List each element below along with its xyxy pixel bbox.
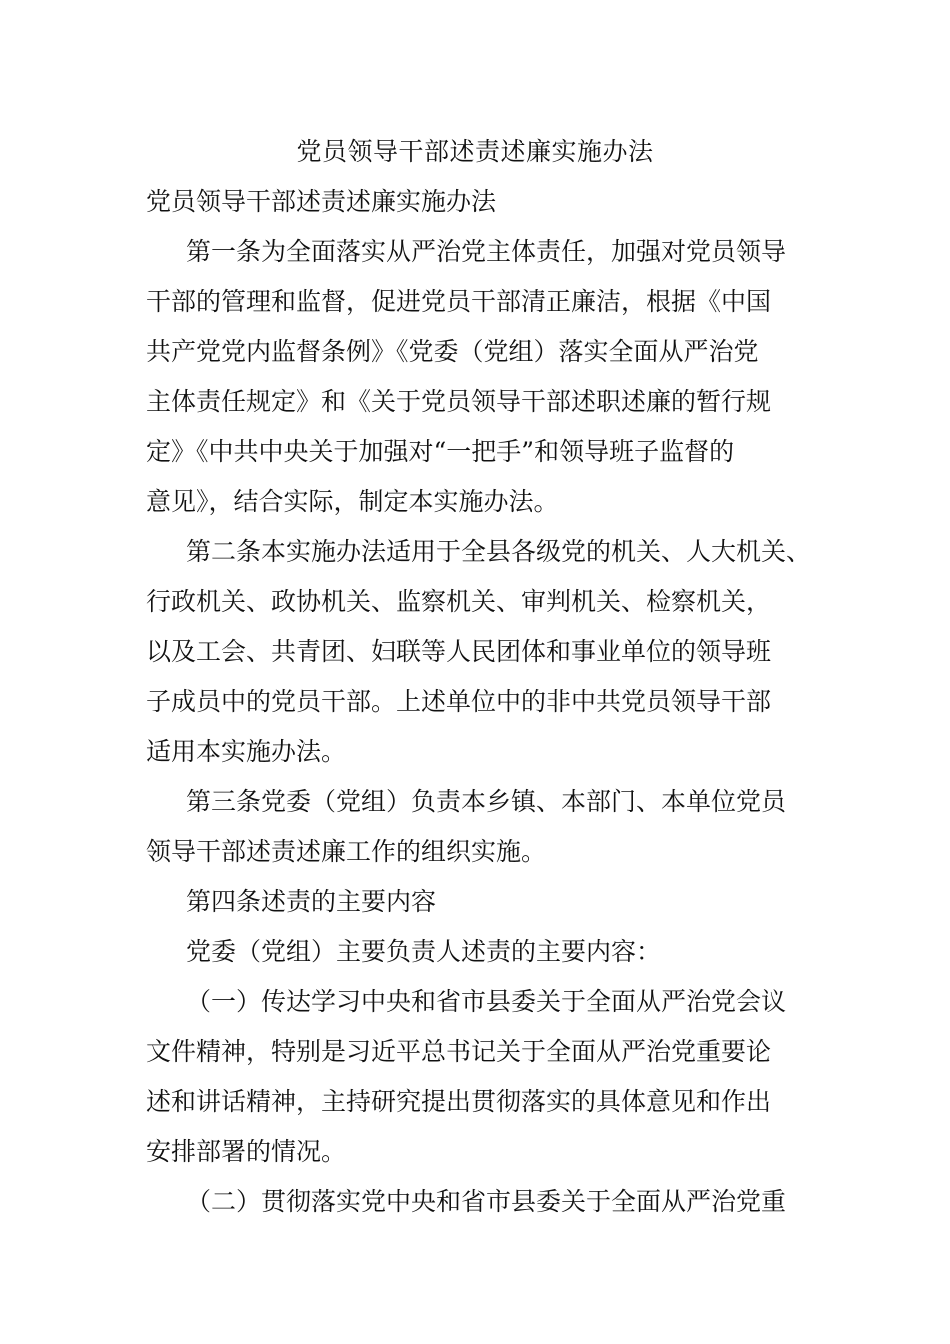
- paragraph-line: 意见》，结合实际，制定本实施办法。: [146, 487, 559, 516]
- paragraph-line: 党委（党组）主要负责人述责的主要内容：: [186, 937, 662, 966]
- document-subtitle: 党员领导干部述责述廉实施办法: [146, 187, 497, 216]
- document-title: 党员领导干部述责述廉实施办法: [296, 137, 654, 166]
- paragraph-line: 共产党党内监督条例》《党委（党组）落实全面从严治党: [146, 337, 759, 366]
- paragraph-line: 子成员中的党员干部。上述单位中的非中共党员领导干部: [146, 687, 772, 716]
- paragraph-line: 安排部署的情况。: [146, 1137, 347, 1166]
- paragraph-line: 主体责任规定》和《关于党员领导干部述职述廉的暂行规: [146, 387, 772, 416]
- paragraph-line: 第四条述责的主要内容: [186, 887, 437, 916]
- paragraph-line: （一）传达学习中央和省市县委关于全面从严治党会议: [186, 987, 787, 1016]
- paragraph-line: 定》《中共中央关于加强对“一把手”和领导班子监督的: [146, 437, 735, 466]
- paragraph-line: 第二条本实施办法适用于全县各级党的机关、人大机关、: [186, 537, 812, 566]
- paragraph-line: 行政机关、政协机关、监察机关、审判机关、检察机关，: [146, 587, 772, 616]
- paragraph-line: （二）贯彻落实党中央和省市县委关于全面从严治党重: [186, 1187, 787, 1216]
- paragraph-line: 第一条为全面落实从严治党主体责任，加强对党员领导: [186, 237, 787, 266]
- paragraph-line: 第三条党委（党组）负责本乡镇、本部门、本单位党员: [186, 787, 787, 816]
- paragraph-line: 干部的管理和监督，促进党员干部清正廉洁，根据《中国: [146, 287, 772, 316]
- paragraph-line: 以及工会、共青团、妇联等人民团体和事业单位的领导班: [146, 637, 772, 666]
- paragraph-line: 文件精神，特别是习近平总书记关于全面从严治党重要论: [146, 1037, 772, 1066]
- paragraph-line: 适用本实施办法。: [146, 737, 347, 766]
- paragraph-line: 述和讲话精神，主持研究提出贯彻落实的具体意见和作出: [146, 1087, 772, 1116]
- paragraph-line: 领导干部述责述廉工作的组织实施。: [146, 837, 547, 866]
